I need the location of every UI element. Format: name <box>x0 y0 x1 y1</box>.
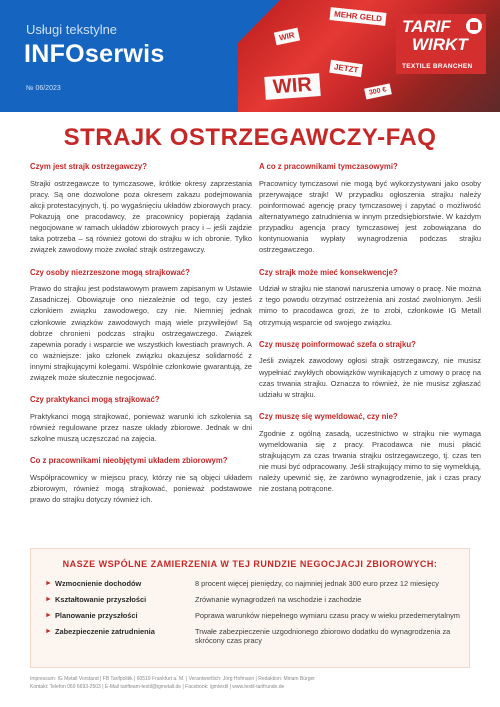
goal-label: Kształtowanie przyszłości <box>55 595 147 604</box>
faq-question: Czy muszę się wymeldować, czy nie? <box>259 411 398 421</box>
logo-text: TARIF <box>402 17 451 36</box>
goal-row <box>45 627 465 653</box>
logo-text: TEXTILE BRANCHEN <box>402 63 473 70</box>
arrow-right-icon: ► <box>45 628 52 635</box>
photo-sign: WIR <box>264 73 320 100</box>
page-title: STRAJK OSTRZEGAWCZY-FAQ <box>63 124 437 151</box>
goal-value: 8 procent więcej pieniędzy, co najmniej jednak 300 euro przez 12 miesięcy <box>195 579 439 588</box>
imprint-line: Impressum: IG Metall Vorstand | FB Tarifpolitik | 60519 Frankfurt a. M. | Verantwortlich: Jörg Hofmann | Redaktion: Miriam Bürger <box>30 676 315 682</box>
arrow-right-icon: ► <box>45 580 52 587</box>
faq-answer: Udział w strajku nie stanowi naruszenia umowy o pracę. Nie można z tego powodu otrzymać ostrzeżenia ani zostać zwolnionym. Jeśli mimo to pracodawca grozi, że to zrobi, członkowie IG Metall otrzymują wsparcie od swojego związku. <box>259 284 481 327</box>
header-diagonal <box>170 0 280 112</box>
arrow-right-icon: ► <box>45 596 52 603</box>
goal-label: Planowanie przyszłości <box>55 611 138 620</box>
faq-answer: Prawo do strajku jest podstawowym prawem zapisanym w Ustawie Zasadniczej. Obowiązuje ono niezależnie od tego, czy jesteś członkiem związku zawodowego, czy nie. Niemniej jednak członkowie związków zawodowych mają wiele przywilejów! Są dobrze chronieni podczas strajku ostrzegawczego. Związek zapewnia porady i wsparcie we wszystkich kwestiach prawnych. A co ważniejsze: jako członek związku okazujesz solidarność z innymi strajkującymi kolegami. Wspólnie członkowie gwarantują, że związek może skutecznie negocjować. <box>30 284 252 383</box>
faq-question: Czy strajk może mieć konsekwencje? <box>259 267 398 277</box>
photo-sign: MEHR GELD <box>329 7 386 26</box>
brand-subtitle: Usługi tekstylne <box>26 22 118 37</box>
tarif-wirkt-logo <box>396 14 486 74</box>
goals-box <box>30 548 470 668</box>
faq-answer: Jeśli związek zawodowy ogłosi strajk ostrzegawczy, nie musisz wypełniać zwykłych obowiązków wynikających z umowy o pracę na czas trwania strajku. Oznacza to również, że nie musisz zgłaszać udziału w strajku. <box>259 356 481 399</box>
faq-column-right <box>259 162 481 506</box>
goal-row <box>45 611 465 626</box>
photo-sign: 300 € <box>364 83 391 99</box>
faq-question: Czym jest strajk ostrzegawczy? <box>30 162 147 171</box>
goal-row <box>45 579 465 594</box>
ig-metall-seal-icon <box>466 18 482 34</box>
faq-question: Czy osoby niezrzeszone mogą strajkować? <box>30 267 190 277</box>
faq-answer: Zgodnie z ogólną zasadą, uczestnictwo w strajku nie wymaga wymeldowania się z pracy. Pracodawca nie musi płacić strajkującym za czas trwania strajku ostrzegawczego, tj. czas ten nie musi być odpracowany. Jeśli strajkujący mimo to się wymeldują, należy upewnić się, że zarówno wynagrodzenie, jak i czas pracy nie zostaną potrącone. <box>259 428 481 494</box>
photo-sign: WIR <box>274 28 300 46</box>
brand-title: INFOserwis <box>24 40 165 68</box>
faq-question: Co z pracownikami nieobjętymi układem zbiorowym? <box>30 456 228 466</box>
goal-label: Wzmocnienie dochodów <box>55 579 142 588</box>
faq-question: Czy praktykanci mogą strajkować? <box>30 395 160 405</box>
goal-value: Trwałe zabezpieczenie uzgodnionego zbiorowo dodatku do wynagrodzenia za skróconу czas pracy <box>195 627 451 646</box>
faq-question: A co z pracownikami tymczasowymi? <box>259 162 398 171</box>
goal-value: Zrównanie wynagrodzeń na wschodzie i zachodzie <box>195 595 362 604</box>
goals-title: NASZE WSPÓLNE ZAMIERZENIA W TEJ RUNDZIE NEGOCJACJI ZBIOROWYCH: <box>62 559 438 569</box>
contact-line: Kontakt: Telefon 069 6693-2503 | E-Mail tarifteam-textil@igmetall.de | Facebook: igmtextil | www.textil-tarifrunde.de <box>30 683 285 690</box>
header-banner <box>0 0 500 112</box>
goal-label: Zabezpieczenie zatrudnienia <box>55 627 155 636</box>
logo-text: WIRKT <box>412 35 468 54</box>
issue-number: № 06/2023 <box>26 85 61 92</box>
faq-answer: Współpracownicy w miejscu pracy, którzy nie są objęci układem zbiorowym, również mogą strajkować, ponieważ podstawowe prawo do strajku dotyczy również ich. <box>30 473 252 505</box>
faq-answer: Praktykanci mogą strajkować, ponieważ warunki ich szkolenia są również regulowane przez nasze układy zbiorowe. Jednak w dni szkolne muszą uczęszczać na zajęcia. <box>30 411 252 444</box>
goal-row <box>45 595 465 610</box>
photo-sign: JETZT <box>329 60 363 77</box>
faq-answer: Strajki ostrzegawcze to tymczasowe, krótkie okresy zaprzestania pracy. Są one dozwolone poza okresem zakazu podejmowania akcji protestacyjnych, tj. po wygaśnięciu układów zbiorowych pracy. Pokazują one pracodawcy, że pracownicy popierają żądania negocjowane w ramach układów zbiorowych pracy i – jeśli zajdzie taka potrzeba – są również gotowi do strajku w ich obronie. Tylko związek zawodowy może zwołać strajk ostrzegawczy. <box>30 178 252 255</box>
arrow-right-icon: ► <box>45 612 52 619</box>
faq-column-left <box>30 162 252 517</box>
imprint-footer <box>30 676 470 691</box>
faq-question: Czy muszę poinformować szefa o strajku? <box>259 339 416 349</box>
goal-value: Poprawa warunków niepełnego wymiaru czasu pracy w wieku przedemerytalnym <box>195 611 460 620</box>
faq-answer: Pracownicy tymczasowi nie mogą być wykorzystywani jako osoby przerywające strajk! W przypadku ogłoszenia strajku należy poinformować agencję pracy tymczasowej i zapytać o możliwość alternatywnego zatrudnienia w innym przedsiębiorstwie. W każdym przypadku agencja pracy tymczasowej jest zobowiązana do kontynuowania wypłaty wynagrodzenia podczas strajku ostrzegawczego. <box>259 178 481 255</box>
